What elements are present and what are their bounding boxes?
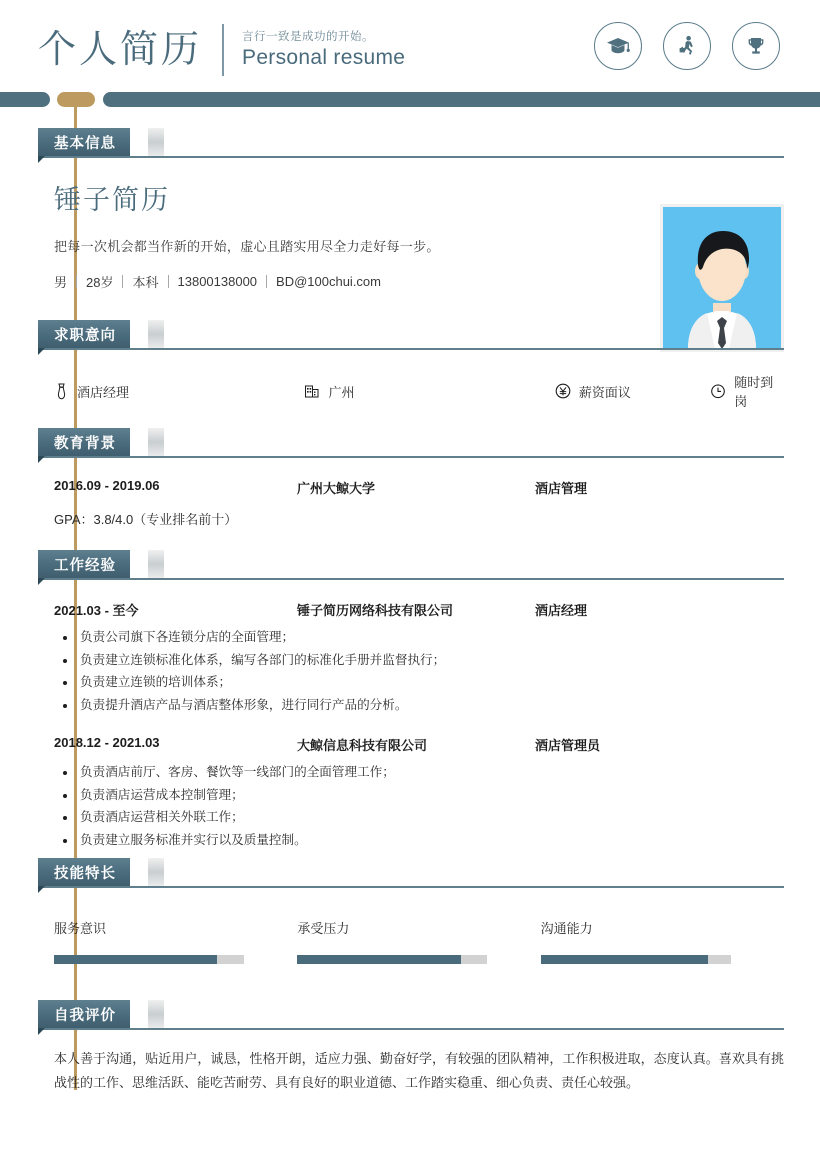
skill-progress-track: [54, 955, 244, 964]
skill-item: [297, 918, 540, 964]
section-header-basic-info: [0, 128, 820, 158]
section-tab-label: 基本信息: [38, 128, 130, 156]
skills-row: [54, 918, 784, 964]
education-date: 2016.09 - 2019.06: [54, 478, 160, 493]
bullet-text: 负责公司旗下各连锁分店的全面管理；: [80, 630, 295, 644]
bullet-dot: [63, 636, 67, 640]
page-title-cn: 个人简历: [38, 29, 203, 71]
bullet-dot: [63, 839, 67, 843]
trophy-icon: [732, 22, 780, 70]
decor-pill-left: [0, 92, 50, 107]
section-tab-extension: [148, 858, 164, 886]
header-decor-bar: [0, 92, 820, 108]
summary-body: [0, 1047, 820, 1095]
bullet-dot: [63, 794, 67, 798]
intent-location: [304, 372, 554, 410]
section-rule: [38, 456, 784, 458]
work-entry-header: [54, 600, 784, 619]
work-company: 大鲸信息科技有限公司: [297, 738, 428, 754]
contact-education: 本科: [132, 275, 159, 290]
bullet-text: 负责提升酒店产品与酒店整体形象，进行同行产品的分析。: [80, 697, 408, 712]
contact-email: BD@100chui.com: [276, 274, 381, 289]
bullet-text: 负责酒店前厅、客房、餐饮等一线部门的全面管理工作；: [80, 765, 395, 780]
list-item: [54, 831, 784, 851]
header-icon-group: [594, 22, 780, 70]
section-tab-label: 教育背景: [38, 428, 130, 456]
section-job-intention: [0, 320, 820, 410]
intent-position-label: 酒店经理: [77, 384, 130, 400]
yen-circle-icon: [555, 383, 571, 399]
bullet-dot: [63, 659, 67, 663]
businessman-walking-icon: [663, 22, 711, 70]
education-school: 广州大鲸大学: [297, 481, 376, 496]
contact-gender: 男: [54, 275, 68, 290]
bullet-dot: [63, 771, 67, 775]
contact-separator: [168, 275, 169, 288]
section-tab-extension: [148, 128, 164, 156]
title-subtext: [242, 28, 405, 71]
section-tab-notch: [38, 886, 45, 893]
skill-progress-fill: [54, 955, 217, 964]
section-tab-notch: [38, 456, 45, 463]
education-major: 酒店管理: [535, 481, 588, 496]
section-header-work: [0, 550, 820, 580]
contact-separator: [122, 275, 123, 288]
bullet-dot: [63, 681, 67, 685]
skill-item: [54, 918, 297, 964]
intent-location-label: 广州: [328, 384, 355, 400]
basic-info-body: [0, 158, 820, 291]
section-header-job-intention: [0, 320, 820, 350]
section-self-evaluation: [0, 1000, 820, 1095]
bullet-text: 负责建立连锁标准化体系，编写各部门的标准化手册并监督执行；: [80, 652, 446, 667]
section-work-experience: [0, 550, 820, 850]
contact-separator: [266, 275, 267, 288]
necktie-icon: [54, 383, 69, 400]
intent-salary-label: 薪资面议: [578, 384, 631, 400]
section-rule: [38, 348, 784, 350]
skill-progress-track: [297, 955, 487, 964]
section-basic-info: [0, 128, 820, 291]
section-education: [0, 428, 820, 528]
bullet-text: 负责建立连锁的培训体系；: [80, 675, 232, 690]
section-rule: [38, 1028, 784, 1030]
intent-salary: [555, 372, 710, 410]
skill-progress-fill: [297, 955, 460, 964]
page-header: [0, 0, 820, 95]
header-tagline: 言行一致是成功的开始。: [242, 31, 375, 44]
summary-text: 本人善于沟通，贴近用户，诚恳，性格开朗，适应力强、勤奋好学，有较强的团队精神，工作积极进取，态度认真。喜欢具有挑战性的工作、思维活跃、能吃苦耐劳、具有良好的职业道德、工作踏实稳重、细心负责、责任心较强。: [54, 1051, 784, 1091]
work-entry-header: [54, 735, 784, 754]
building-icon: [304, 383, 320, 399]
section-header-summary: [0, 1000, 820, 1030]
work-role: 酒店经理: [535, 603, 588, 618]
list-item: [54, 651, 784, 671]
work-entry: [54, 735, 784, 850]
candidate-motto: 把每一次机会都当作新的开始，虚心且踏实用尽全力走好每一步。: [54, 239, 440, 254]
intent-availability: [710, 372, 784, 410]
section-header-skills: [0, 858, 820, 888]
section-tab-notch: [38, 348, 45, 355]
contact-phone: 13800138000: [177, 274, 258, 289]
bullet-dot: [63, 816, 67, 820]
section-tab-label: 工作经验: [38, 550, 130, 578]
skill-progress-fill: [541, 955, 708, 964]
work-bullet-list: [54, 628, 784, 715]
bullet-text: 负责建立服务标准并实行以及质量控制。: [80, 832, 307, 847]
skill-progress-track: [541, 955, 731, 964]
skill-label: 服务意识: [54, 921, 107, 936]
education-entry-header: [54, 478, 784, 497]
contact-separator: [76, 275, 77, 288]
intent-availability-label: 随时到岗: [734, 375, 774, 409]
work-date: 2018.12 - 2021.03: [54, 735, 160, 751]
list-item: [54, 808, 784, 828]
clock-icon: [710, 383, 726, 399]
section-tab-notch: [38, 578, 45, 585]
work-role: 酒店管理员: [535, 738, 601, 754]
work-bullet-list: [54, 763, 784, 850]
job-intention-row: [54, 372, 784, 410]
list-item: [54, 673, 784, 693]
skill-label: 沟通能力: [540, 921, 593, 936]
work-company: 锤子简历网络科技有限公司: [297, 603, 454, 618]
list-item: [54, 696, 784, 716]
work-body: [0, 600, 820, 850]
section-tab-label: 求职意向: [38, 320, 130, 348]
section-header-education: [0, 428, 820, 458]
education-body: [0, 478, 820, 528]
skill-item: [541, 918, 784, 964]
contact-age: 28岁: [86, 275, 114, 290]
skills-body: [0, 918, 820, 964]
education-gpa: GPA：3.8/4.0（专业排名前十）: [54, 512, 238, 527]
list-item: [54, 786, 784, 806]
section-rule: [38, 886, 784, 888]
section-tab-notch: [38, 1028, 45, 1035]
section-tab-label: 技能特长: [38, 858, 130, 886]
list-item: [54, 763, 784, 783]
list-item: [54, 628, 784, 648]
graduation-cap-icon: [594, 22, 642, 70]
job-intention-body: [0, 372, 820, 410]
section-tab-extension: [148, 428, 164, 456]
section-tab-extension: [148, 320, 164, 348]
bullet-text: 负责酒店运营成本控制管理；: [80, 787, 244, 802]
work-entry: [54, 600, 784, 715]
bullet-text: 负责酒店运营相关外联工作；: [80, 810, 244, 825]
page-title-en: Personal resume: [242, 46, 406, 70]
candidate-name: 锤子简历: [54, 185, 170, 215]
section-tab-label: 自我评价: [38, 1000, 130, 1028]
bullet-dot: [63, 704, 67, 708]
intent-position: [54, 372, 304, 410]
section-tab-extension: [148, 1000, 164, 1028]
decor-bar-long: [103, 92, 820, 107]
title-divider: [222, 24, 224, 76]
section-rule: [38, 578, 784, 580]
section-tab-extension: [148, 550, 164, 578]
skill-label: 承受压力: [297, 921, 350, 936]
section-skills: [0, 858, 820, 964]
work-date: 2021.03 - 至今: [54, 603, 139, 618]
